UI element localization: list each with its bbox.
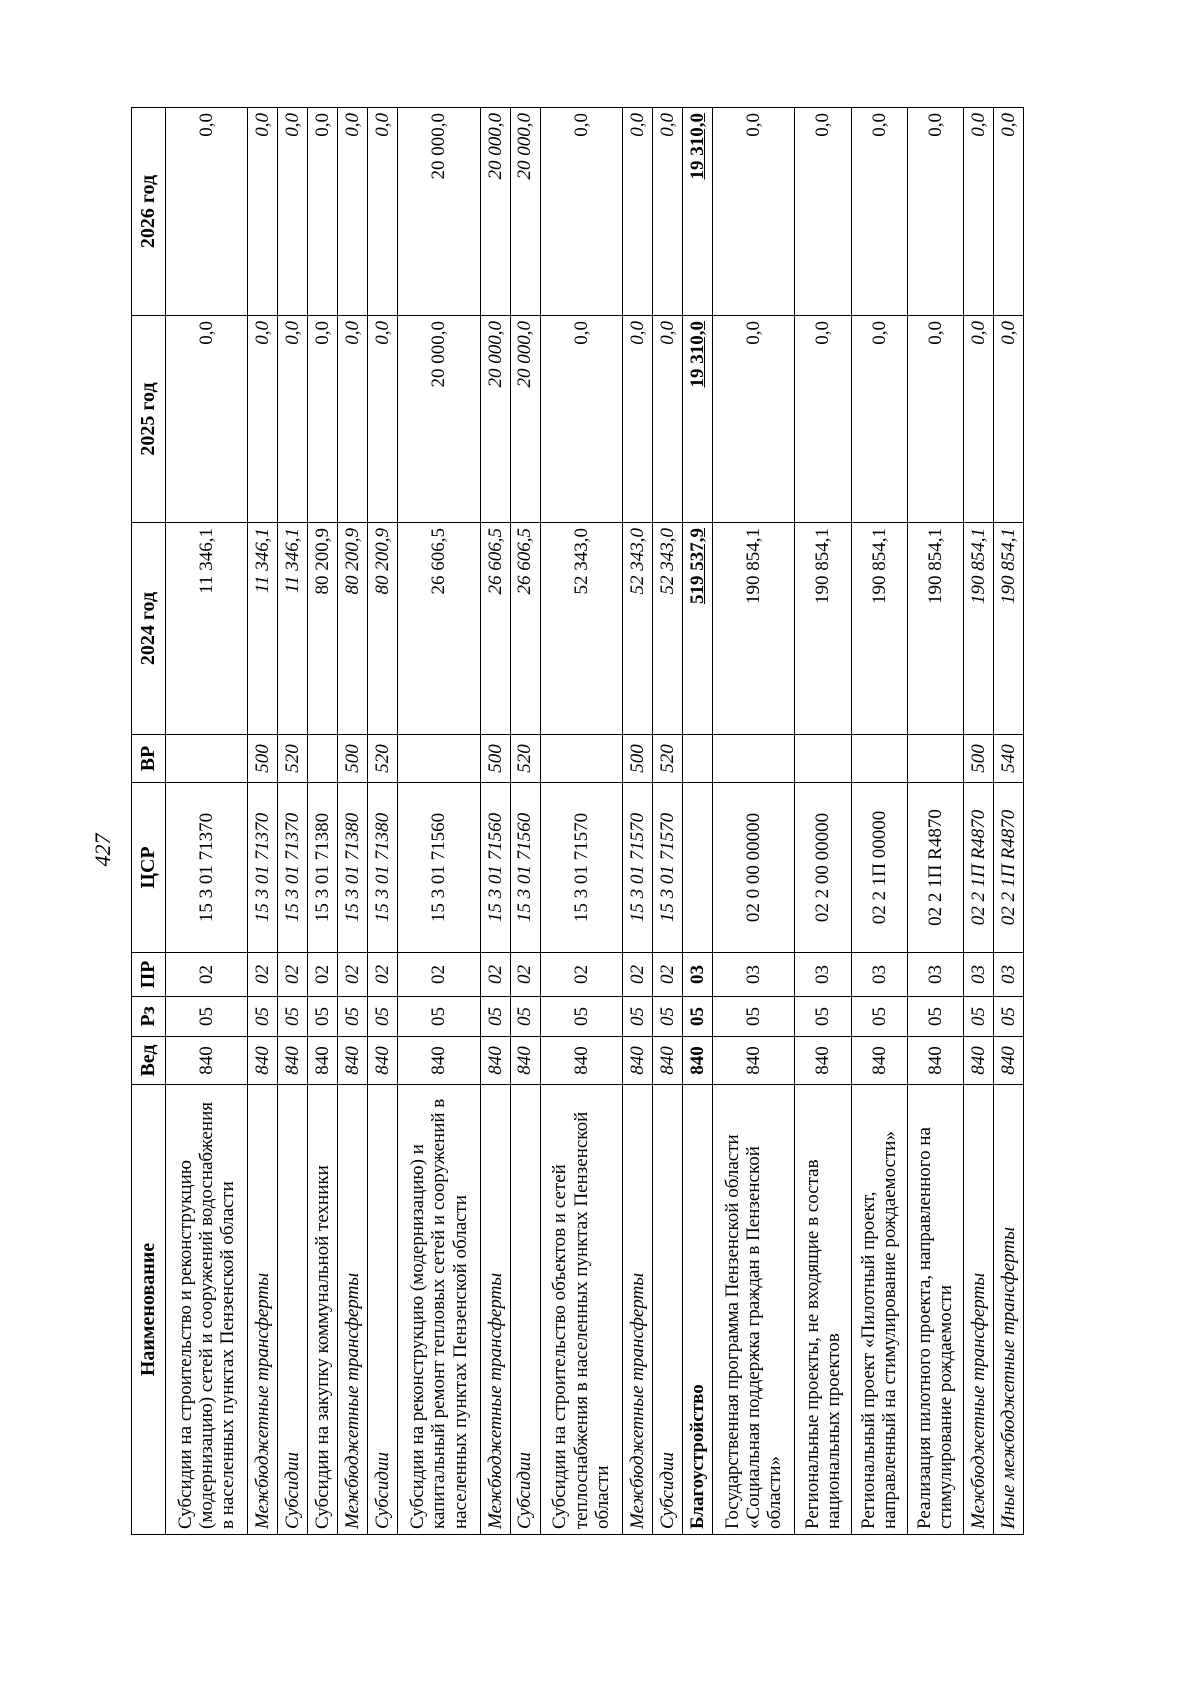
cell-vr: 500 [963, 735, 993, 783]
cell-2026: 0,0 [248, 108, 278, 316]
cell-2026: 0,0 [993, 108, 1023, 316]
cell-ved: 840 [308, 1037, 338, 1085]
cell-vr: 520 [510, 735, 540, 783]
cell-2024: 80 200,9 [338, 523, 368, 735]
header-rz: Рз [132, 997, 166, 1037]
cell-pr: 03 [712, 953, 794, 997]
cell-csr: 02 2 00 00000 [795, 783, 851, 953]
cell-ved: 840 [682, 1037, 712, 1085]
cell-rz: 05 [166, 997, 248, 1037]
table-row [851, 108, 907, 1535]
table-row [907, 108, 963, 1535]
cell-2025: 0,0 [278, 316, 308, 523]
cell-csr: 15 3 01 71570 [540, 783, 622, 953]
cell-pr: 03 [963, 953, 993, 997]
cell-2025: 0,0 [963, 316, 993, 523]
cell-rz: 05 [907, 997, 963, 1037]
cell-ved: 840 [907, 1037, 963, 1085]
cell-vr [308, 735, 338, 783]
cell-ved: 840 [712, 1037, 794, 1085]
cell-name: Субсидии [278, 1085, 308, 1535]
cell-pr: 03 [851, 953, 907, 997]
cell-2025: 0,0 [540, 316, 622, 523]
cell-2026: 0,0 [338, 108, 368, 316]
header-csr: ЦСР [132, 783, 166, 953]
cell-2024: 190 854,1 [712, 523, 794, 735]
cell-name: Государственная программа Пензенской области «Социальная поддержка граждан в Пензенской области» [712, 1085, 794, 1535]
cell-rz: 05 [712, 997, 794, 1037]
cell-pr: 02 [338, 953, 368, 997]
cell-pr: 02 [166, 953, 248, 997]
cell-vr: 520 [278, 735, 308, 783]
cell-csr: 15 3 01 71570 [623, 783, 653, 953]
table-row [338, 108, 368, 1535]
cell-2026: 19 310,0 [682, 108, 712, 316]
cell-name: Реализация пилотного проекта, направленного на стимулирование рождаемости [907, 1085, 963, 1535]
cell-2024: 80 200,9 [368, 523, 398, 735]
cell-vr [398, 735, 480, 783]
cell-name: Субсидии на строительство объектов и сетей теплоснабжения в населенных пунктах Пензенской области [540, 1085, 622, 1535]
cell-csr: 15 3 01 71370 [278, 783, 308, 953]
cell-2025: 0,0 [993, 316, 1023, 523]
cell-2026: 0,0 [963, 108, 993, 316]
cell-vr: 520 [652, 735, 682, 783]
cell-csr: 15 3 01 71370 [166, 783, 248, 953]
cell-csr: 15 3 01 71560 [480, 783, 510, 953]
cell-rz: 05 [338, 997, 368, 1037]
table-row [480, 108, 510, 1535]
table-row [540, 108, 622, 1535]
page-number: 427 [90, 833, 115, 867]
cell-csr: 15 3 01 71560 [398, 783, 480, 953]
cell-ved: 840 [248, 1037, 278, 1085]
table-row [368, 108, 398, 1535]
cell-vr: 520 [368, 735, 398, 783]
cell-ved: 840 [963, 1037, 993, 1085]
cell-rz: 05 [851, 997, 907, 1037]
budget-table [131, 107, 1024, 1535]
cell-2025: 20 000,0 [398, 316, 480, 523]
cell-rz: 05 [510, 997, 540, 1037]
table-row [963, 108, 993, 1535]
cell-pr: 02 [652, 953, 682, 997]
cell-name: Субсидии на реконструкцию (модернизацию) и капитальный ремонт тепловых сетей и сооружений в населенных пунктах Пензенской области [398, 1085, 480, 1535]
cell-pr: 02 [278, 953, 308, 997]
cell-2024: 190 854,1 [963, 523, 993, 735]
cell-2025: 0,0 [368, 316, 398, 523]
cell-pr: 03 [907, 953, 963, 997]
cell-name: Иные межбюджетные трансферты [993, 1085, 1023, 1535]
cell-rz: 05 [795, 997, 851, 1037]
cell-pr: 02 [368, 953, 398, 997]
table-row [166, 108, 248, 1535]
rotated-table-container [131, 108, 1024, 1535]
cell-rz: 05 [248, 997, 278, 1037]
cell-2024: 190 854,1 [993, 523, 1023, 735]
table-header-row [132, 108, 166, 1535]
cell-2024: 190 854,1 [795, 523, 851, 735]
cell-2025: 0,0 [338, 316, 368, 523]
cell-ved: 840 [540, 1037, 622, 1085]
cell-csr: 02 2 1П R4870 [993, 783, 1023, 953]
cell-2024: 11 346,1 [278, 523, 308, 735]
table-row [652, 108, 682, 1535]
cell-name: Межбюджетные трансферты [248, 1085, 278, 1535]
cell-pr: 02 [510, 953, 540, 997]
table-row [623, 108, 653, 1535]
cell-vr: 540 [993, 735, 1023, 783]
cell-2025: 0,0 [623, 316, 653, 523]
cell-ved: 840 [851, 1037, 907, 1085]
header-2025: 2025 год [132, 316, 166, 523]
cell-rz: 05 [993, 997, 1023, 1037]
header-pr: ПР [132, 953, 166, 997]
cell-ved: 840 [623, 1037, 653, 1085]
cell-2026: 0,0 [907, 108, 963, 316]
cell-2025: 0,0 [907, 316, 963, 523]
table-row [795, 108, 851, 1535]
cell-pr: 02 [248, 953, 278, 997]
cell-ved: 840 [398, 1037, 480, 1085]
cell-vr [540, 735, 622, 783]
cell-name: Межбюджетные трансферты [480, 1085, 510, 1535]
table-row [510, 108, 540, 1535]
cell-2025: 20 000,0 [510, 316, 540, 523]
cell-rz: 05 [398, 997, 480, 1037]
cell-2024: 26 606,5 [398, 523, 480, 735]
cell-csr: 15 3 01 71380 [308, 783, 338, 953]
table-row [993, 108, 1023, 1535]
cell-vr: 500 [338, 735, 368, 783]
cell-2024: 11 346,1 [166, 523, 248, 735]
cell-2024: 52 343,0 [623, 523, 653, 735]
cell-ved: 840 [480, 1037, 510, 1085]
cell-2026: 0,0 [851, 108, 907, 316]
cell-rz: 05 [540, 997, 622, 1037]
cell-csr: 15 3 01 71380 [338, 783, 368, 953]
cell-2025: 0,0 [652, 316, 682, 523]
cell-2024: 26 606,5 [480, 523, 510, 735]
cell-ved: 840 [166, 1037, 248, 1085]
cell-name: Субсидии [652, 1085, 682, 1535]
cell-ved: 840 [652, 1037, 682, 1085]
cell-name: Субсидии [368, 1085, 398, 1535]
cell-name: Межбюджетные трансферты [963, 1085, 993, 1535]
cell-2024: 190 854,1 [907, 523, 963, 735]
cell-ved: 840 [338, 1037, 368, 1085]
cell-rz: 05 [682, 997, 712, 1037]
cell-vr: 500 [480, 735, 510, 783]
cell-pr: 03 [795, 953, 851, 997]
table-row [398, 108, 480, 1535]
cell-vr: 500 [623, 735, 653, 783]
cell-2024: 519 537,9 [682, 523, 712, 735]
table-row [248, 108, 278, 1535]
table-row [682, 108, 712, 1535]
cell-vr [795, 735, 851, 783]
cell-2025: 20 000,0 [480, 316, 510, 523]
cell-csr: 15 3 01 71370 [248, 783, 278, 953]
cell-vr [682, 735, 712, 783]
table-row [712, 108, 794, 1535]
header-2024: 2024 год [132, 523, 166, 735]
header-2026: 2026 год [132, 108, 166, 316]
cell-pr: 03 [993, 953, 1023, 997]
cell-rz: 05 [652, 997, 682, 1037]
cell-2026: 0,0 [623, 108, 653, 316]
header-ved: Вед [132, 1037, 166, 1085]
cell-ved: 840 [795, 1037, 851, 1085]
cell-name: Субсидии на закупку коммунальной техники [308, 1085, 338, 1535]
cell-pr: 03 [682, 953, 712, 997]
cell-2024: 52 343,0 [652, 523, 682, 735]
cell-2025: 0,0 [712, 316, 794, 523]
cell-name: Межбюджетные трансферты [623, 1085, 653, 1535]
cell-ved: 840 [510, 1037, 540, 1085]
cell-2025: 0,0 [248, 316, 278, 523]
cell-csr: 15 3 01 71380 [368, 783, 398, 953]
cell-csr: 02 2 1П R4870 [963, 783, 993, 953]
cell-name: Межбюджетные трансферты [338, 1085, 368, 1535]
cell-vr: 500 [248, 735, 278, 783]
header-name: Наименование [132, 1085, 166, 1535]
cell-2026: 0,0 [540, 108, 622, 316]
cell-2026: 20 000,0 [398, 108, 480, 316]
cell-2026: 0,0 [795, 108, 851, 316]
cell-rz: 05 [278, 997, 308, 1037]
cell-ved: 840 [278, 1037, 308, 1085]
cell-csr: 15 3 01 71570 [652, 783, 682, 953]
cell-2025: 0,0 [795, 316, 851, 523]
cell-pr: 02 [480, 953, 510, 997]
cell-2026: 0,0 [712, 108, 794, 316]
cell-2024: 11 346,1 [248, 523, 278, 735]
cell-ved: 840 [368, 1037, 398, 1085]
cell-2026: 0,0 [368, 108, 398, 316]
cell-csr: 15 3 01 71560 [510, 783, 540, 953]
cell-2024: 52 343,0 [540, 523, 622, 735]
cell-rz: 05 [963, 997, 993, 1037]
cell-csr [682, 783, 712, 953]
cell-name: Благоустройство [682, 1085, 712, 1535]
cell-2026: 0,0 [308, 108, 338, 316]
cell-2024: 80 200,9 [308, 523, 338, 735]
cell-2025: 0,0 [166, 316, 248, 523]
cell-2026: 20 000,0 [480, 108, 510, 316]
cell-2026: 20 000,0 [510, 108, 540, 316]
cell-name: Региональные проекты, не входящие в состав национальных проектов [795, 1085, 851, 1535]
cell-vr [166, 735, 248, 783]
cell-2024: 190 854,1 [851, 523, 907, 735]
cell-rz: 05 [623, 997, 653, 1037]
cell-pr: 02 [540, 953, 622, 997]
table-row [278, 108, 308, 1535]
cell-vr [851, 735, 907, 783]
cell-2025: 0,0 [308, 316, 338, 523]
cell-2026: 0,0 [278, 108, 308, 316]
cell-pr: 02 [308, 953, 338, 997]
cell-csr: 02 2 1П 00000 [851, 783, 907, 953]
cell-rz: 05 [368, 997, 398, 1037]
cell-csr: 02 2 1П R4870 [907, 783, 963, 953]
cell-2024: 26 606,5 [510, 523, 540, 735]
cell-pr: 02 [398, 953, 480, 997]
cell-csr: 02 0 00 00000 [712, 783, 794, 953]
header-vr: ВР [132, 735, 166, 783]
cell-2026: 0,0 [166, 108, 248, 316]
cell-rz: 05 [480, 997, 510, 1037]
cell-pr: 02 [623, 953, 653, 997]
cell-2026: 0,0 [652, 108, 682, 316]
cell-rz: 05 [308, 997, 338, 1037]
cell-name: Субсидии на строительство и реконструкцию (модернизацию) сетей и сооружений водоснабжения в населенных пунктах Пензенской области [166, 1085, 248, 1535]
cell-2025: 0,0 [851, 316, 907, 523]
cell-name: Региональный проект «Пилотный проект, направленный на стимулирование рождаемости» [851, 1085, 907, 1535]
cell-ved: 840 [993, 1037, 1023, 1085]
cell-name: Субсидии [510, 1085, 540, 1535]
table-row [308, 108, 338, 1535]
cell-vr [712, 735, 794, 783]
cell-2025: 19 310,0 [682, 316, 712, 523]
cell-vr [907, 735, 963, 783]
